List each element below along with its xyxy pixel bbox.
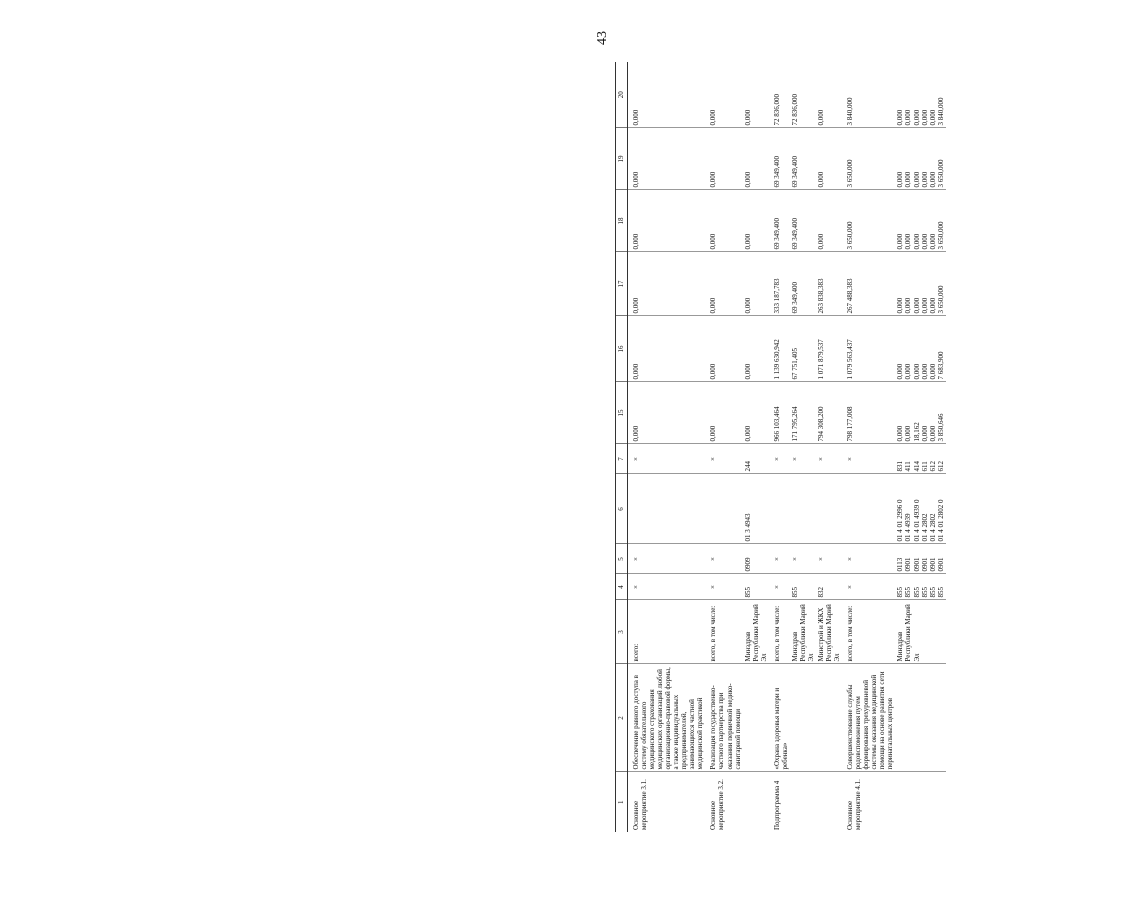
stacked-value: 612	[936, 461, 945, 472]
cell-c20: 72 836,000	[769, 62, 790, 128]
column-header: 4	[616, 574, 628, 600]
cell-c4: 855	[743, 574, 769, 600]
stacked-value: 0,000	[920, 363, 929, 380]
stacked-value: 855	[904, 587, 913, 598]
column-header: 16	[616, 316, 628, 382]
stacked-value: 3 650,000	[936, 159, 945, 188]
cell-c4	[895, 574, 945, 600]
cell-c20	[895, 62, 945, 128]
cell-c20: 0,000	[743, 62, 769, 128]
column-header: 1	[616, 772, 628, 832]
cell-c5: ×	[816, 544, 842, 574]
column-header: 20	[616, 62, 628, 128]
cell-c2: Совершенствование службы родовспоможения путем формирования трехуровневой системы оказания медицинской помощи на основе развития сети перинатальных центров	[842, 664, 895, 772]
cell-c20: 3 840,000	[842, 62, 895, 128]
stacked-value: 0901	[904, 557, 913, 572]
stacked-value: 0,000	[904, 425, 913, 442]
cell-c3: всего, в том числе:	[769, 600, 790, 664]
cell-c5: ×	[705, 544, 742, 574]
cell-c7: ×	[705, 444, 742, 474]
table-row	[769, 62, 790, 832]
cell-c7: ×	[790, 444, 816, 474]
table-row	[790, 62, 816, 832]
cell-c17: 263 838,383	[816, 252, 842, 316]
stacked-value: 0,000	[920, 425, 929, 442]
cell-c3: всего:	[628, 600, 706, 664]
stacked-value: 0901	[912, 557, 921, 572]
cell-c18: 69 349,400	[769, 190, 790, 252]
stacked-value: 0,000	[896, 363, 905, 380]
stacked-value: 0901	[936, 557, 945, 572]
stacked-value: 3 850,646	[936, 413, 945, 442]
cell-c18: 0,000	[705, 190, 742, 252]
cell-c20: 0,000	[705, 62, 742, 128]
cell-c3: Минстрой и ЖКХ Республики Марий Эл	[816, 600, 842, 664]
cell-c7: ×	[842, 444, 895, 474]
cell-c19: 3 650,000	[842, 128, 895, 190]
stacked-value: 414	[912, 461, 921, 472]
cell-c17: 0,000	[628, 252, 706, 316]
stacked-value: 3 650,000	[936, 221, 945, 250]
stacked-value: 01 4 2802	[920, 513, 929, 542]
cell-c15: 0,000	[628, 382, 706, 444]
stacked-value: 0,000	[896, 233, 905, 250]
cell-c6	[842, 474, 895, 544]
stacked-value: 411	[904, 461, 913, 472]
stacked-value: 855	[912, 587, 921, 598]
column-header: 7	[616, 444, 628, 474]
cell-c1: Основное мероприятие 4.1.	[846, 779, 863, 830]
cell-c17	[895, 252, 945, 316]
cell-c6	[895, 474, 945, 544]
stacked-value: 7 683,900	[936, 351, 945, 380]
stacked-value: 0,000	[928, 363, 937, 380]
budget-table-frame	[615, 62, 1125, 832]
cell-c7: 244	[743, 444, 769, 474]
cell-c19: 0,000	[743, 128, 769, 190]
stacked-value: 0,000	[928, 425, 937, 442]
cell-c5	[895, 544, 945, 574]
cell-c6	[790, 474, 816, 544]
stacked-value: 0,000	[928, 297, 937, 314]
cell-c15: 966 103,464	[769, 382, 790, 444]
cell-c4: ×	[769, 574, 790, 600]
cell-c5: ×	[628, 544, 706, 574]
header-row	[616, 62, 628, 832]
stacked-value: 0,000	[912, 109, 921, 126]
cell-c1: Подпрограмма 4	[772, 780, 781, 830]
stacked-value: 0901	[928, 557, 937, 572]
table-row	[705, 62, 742, 832]
stacked-value: 0,000	[912, 171, 921, 188]
cell-c4: 832	[816, 574, 842, 600]
stacked-value: 612	[928, 461, 937, 472]
stacked-value: 855	[928, 587, 937, 598]
table-row	[743, 62, 769, 832]
cell-c15	[895, 382, 945, 444]
cell-c1	[895, 772, 945, 832]
cell-c2	[895, 664, 945, 772]
table-row	[816, 62, 842, 832]
stacked-value: 01 4 01 2802 0	[936, 499, 945, 542]
cell-c4: ×	[628, 574, 706, 600]
cell-c2: Реализация государственно-частного партнерства при оказании первичной медико-санитарной помощи	[705, 664, 742, 772]
stacked-value: 0,000	[904, 297, 913, 314]
stacked-value: 0901	[920, 557, 929, 572]
stacked-value: 0,000	[912, 363, 921, 380]
cell-c6	[816, 474, 842, 544]
column-header: 5	[616, 544, 628, 574]
cell-c17: 69 349,400	[790, 252, 816, 316]
cell-c5: ×	[790, 544, 816, 574]
cell-c6	[705, 474, 742, 544]
cell-c6	[769, 474, 790, 544]
cell-c19: 69 349,400	[790, 128, 816, 190]
cell-c17: 333 187,783	[769, 252, 790, 316]
stacked-value: 0,000	[920, 233, 929, 250]
cell-c16	[895, 316, 945, 382]
column-header: 19	[616, 128, 628, 190]
cell-c18: 0,000	[743, 190, 769, 252]
cell-c7: ×	[816, 444, 842, 474]
stacked-value: 0,000	[912, 297, 921, 314]
cell-c3: Минздрав Республики Марий Эл	[895, 600, 945, 664]
cell-c2: «Охрана здоровья матери и ребенка»	[769, 664, 790, 772]
stacked-value: 01 4 01 2996 0	[896, 499, 905, 542]
stacked-value: 0113	[896, 557, 905, 572]
stacked-value: 3 840,000	[936, 97, 945, 126]
column-header: 18	[616, 190, 628, 252]
cell-c7: ×	[769, 444, 790, 474]
cell-c15: 171 795,264	[790, 382, 816, 444]
stacked-value: 0,000	[896, 425, 905, 442]
cell-c16: 1 079 563,437	[842, 316, 895, 382]
cell-c17: 0,000	[743, 252, 769, 316]
cell-c16: 0,000	[705, 316, 742, 382]
cell-c19	[895, 128, 945, 190]
stacked-value: 0,000	[928, 109, 937, 126]
cell-c18: 69 349,400	[790, 190, 816, 252]
stacked-value: 0,000	[904, 171, 913, 188]
cell-c17: 267 488,383	[842, 252, 895, 316]
stacked-value: 611	[920, 461, 929, 472]
cell-c1: Основное мероприятие 3.1.	[632, 779, 649, 830]
stacked-value: 0,000	[928, 171, 937, 188]
cell-c2	[816, 664, 842, 772]
cell-c5: ×	[842, 544, 895, 574]
cell-c19: 69 349,400	[769, 128, 790, 190]
stacked-value: 855	[920, 587, 929, 598]
stacked-value: 0,000	[896, 297, 905, 314]
cell-c16: 0,000	[743, 316, 769, 382]
cell-c7: ×	[628, 444, 706, 474]
cell-c19: 0,000	[705, 128, 742, 190]
cell-c6: 01 3 4943	[743, 474, 769, 544]
cell-c18: 0,000	[628, 190, 706, 252]
cell-c1	[743, 772, 769, 832]
stacked-value: 0,000	[896, 109, 905, 126]
cell-c15: 798 177,008	[842, 382, 895, 444]
cell-c16: 67 751,405	[790, 316, 816, 382]
cell-c20: 72 836,000	[790, 62, 816, 128]
table-body	[628, 62, 946, 832]
cell-c15: 0,000	[705, 382, 742, 444]
cell-c5: 0909	[743, 544, 769, 574]
cell-c16: 0,000	[628, 316, 706, 382]
stacked-value: 0,000	[928, 233, 937, 250]
cell-c3: всего, в том числе:	[705, 600, 742, 664]
cell-c6	[628, 474, 706, 544]
budget-table	[615, 62, 946, 832]
stacked-value: 0,000	[896, 171, 905, 188]
column-header: 17	[616, 252, 628, 316]
cell-c15: 0,000	[743, 382, 769, 444]
stacked-value: 855	[896, 587, 905, 598]
cell-c4: 855	[790, 574, 816, 600]
cell-c3: Минздрав Республики Марий Эл	[790, 600, 816, 664]
table-row	[895, 62, 945, 832]
cell-c19: 0,000	[628, 128, 706, 190]
cell-c17: 0,000	[705, 252, 742, 316]
cell-c2: Обеспечение равного доступа в систему обязательного медицинского страхования медицинских организаций любой организационно-правовой формы, а также индивидуальных предпринимателей, занимающихся частной медицинской практикой	[628, 664, 706, 772]
cell-c18: 3 650,000	[842, 190, 895, 252]
cell-c2	[790, 664, 816, 772]
page-number: 43	[595, 31, 610, 45]
stacked-value: 0,000	[904, 363, 913, 380]
column-header: 15	[616, 382, 628, 444]
stacked-value: 0,000	[904, 233, 913, 250]
column-header: 6	[616, 474, 628, 544]
stacked-value: 0,000	[920, 109, 929, 126]
cell-c4: ×	[842, 574, 895, 600]
cell-c1	[790, 772, 816, 832]
stacked-value: 855	[936, 587, 945, 598]
table-row	[628, 62, 706, 832]
cell-c1: Основное мероприятие 3.2.	[709, 779, 726, 830]
stacked-value: 01 4 4939	[904, 513, 913, 542]
column-header: 3	[616, 600, 628, 664]
stacked-value: 01 4 2802	[928, 513, 937, 542]
stacked-value: 0,000	[920, 171, 929, 188]
stacked-value: 831	[896, 461, 905, 472]
cell-c5: ×	[769, 544, 790, 574]
table-row	[842, 62, 895, 832]
stacked-value: 01 4 01 4939 0	[912, 499, 921, 542]
cell-c1	[816, 772, 842, 832]
stacked-value: 18,162	[912, 422, 921, 442]
cell-c20: 0,000	[816, 62, 842, 128]
cell-c20: 0,000	[628, 62, 706, 128]
stacked-value: 0,000	[904, 109, 913, 126]
stacked-value: 0,000	[912, 233, 921, 250]
cell-c15: 794 308,200	[816, 382, 842, 444]
cell-c3: Минздрав Республики Марий Эл	[743, 600, 769, 664]
cell-c7	[895, 444, 945, 474]
cell-c18	[895, 190, 945, 252]
stacked-value: 0,000	[920, 297, 929, 314]
cell-c19: 0,000	[816, 128, 842, 190]
cell-c16: 1 139 630,942	[769, 316, 790, 382]
stacked-value: 3 650,000	[936, 285, 945, 314]
column-header: 2	[616, 664, 628, 772]
cell-c2	[743, 664, 769, 772]
cell-c18: 0,000	[816, 190, 842, 252]
cell-c4: ×	[705, 574, 742, 600]
cell-c3: всего, в том числе:	[842, 600, 895, 664]
cell-c16: 1 071 879,537	[816, 316, 842, 382]
